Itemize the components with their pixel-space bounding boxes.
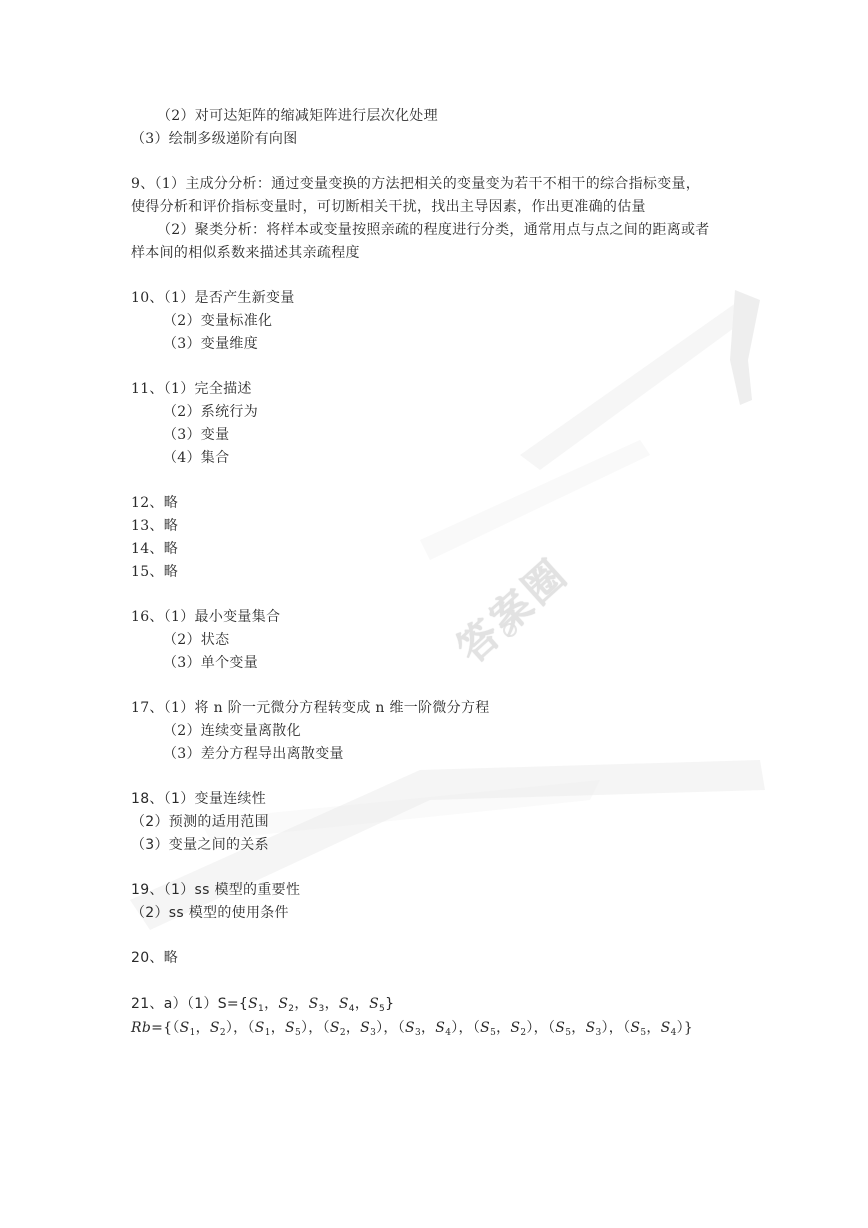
math-symbol: $S_1$	[248, 996, 265, 1014]
relation-pairs: （$S_1$，$S_2$），（$S_1$，$S_5$），（$S_2$，$S_3$），（$S_3$，$S_4$），（$S_5$，$S_2$），（$S_5$，$S_3$），（$S_5$，$S_4$）	[172, 1020, 684, 1038]
math-symbol: $S_2$	[209, 1020, 226, 1038]
text-line: （2）预测的适用范围	[131, 814, 269, 830]
text-line: （2）连续变量离散化	[163, 723, 301, 739]
text-line: 11、（1）完全描述	[131, 381, 252, 397]
text-line: 15、略	[131, 564, 179, 580]
math-symbol: $S_1$	[254, 1020, 271, 1038]
text-line: 20、略	[131, 950, 179, 966]
math-symbol: $S_5$	[369, 996, 386, 1014]
math-symbol: $S_2$	[278, 996, 295, 1014]
math-symbol: $S_5$	[630, 1020, 647, 1038]
relation-open: ={	[151, 1020, 173, 1036]
text-line: （2）变量标准化	[163, 313, 273, 329]
math-symbol: $S_5$	[555, 1020, 572, 1038]
math-symbol: $S_3$	[308, 996, 325, 1014]
math-symbol: $S_3$	[360, 1020, 377, 1038]
text-line: 13、略	[131, 518, 179, 534]
text-line: （4）集合	[163, 450, 230, 466]
text-line: （2）状态	[163, 632, 230, 648]
relation-close: }	[683, 1020, 694, 1036]
text-line: （2）对可达矩阵的缩减矩阵进行层次化处理	[157, 108, 438, 124]
set-elements: $S_1$，$S_2$，$S_3$，$S_4$，$S_5$	[248, 996, 386, 1014]
set-definition-line	[131, 994, 394, 1019]
text-line: 12、略	[131, 495, 179, 511]
text-line: 9、（1）主成分分析：通过变量变换的方法把相关的变量变为若干不相干的综合指标变量，	[131, 176, 701, 192]
math-symbol: Rb	[131, 1020, 152, 1036]
text-line: （2）系统行为	[163, 404, 259, 420]
watermark-stamp: 答案圈	[448, 549, 578, 673]
text-line: 18、（1）变量连续性	[131, 791, 267, 807]
text-line: 19、（1）ss 模型的重要性	[131, 882, 301, 898]
math-symbol: $S_5$	[285, 1020, 301, 1038]
text-line: 16、（1）最小变量集合	[131, 609, 281, 625]
text-line: （2）ss 模型的使用条件	[131, 905, 289, 921]
text-line: 样本间的相似系数来描述其亲疏程度	[131, 245, 360, 261]
math-symbol: $S_2$	[510, 1020, 527, 1038]
math-symbol: $S_4$	[660, 1020, 677, 1038]
math-symbol: $S_3$	[585, 1020, 602, 1038]
text-line: （3）差分方程导出离散变量	[163, 746, 344, 762]
text-line: （3）变量维度	[163, 336, 259, 352]
text-line: 10、（1）是否产生新变量	[131, 290, 295, 306]
text-line: 17、（1）将 n 阶一元微分方程转变成 n 维一阶微分方程	[131, 700, 490, 716]
text-line: （3）变量	[163, 427, 230, 443]
set-suffix: }	[385, 996, 395, 1012]
text-line: （3）变量之间的关系	[131, 837, 269, 853]
text-line: （3）绘制多级递阶有向图	[131, 131, 298, 147]
relation-line	[131, 1018, 693, 1043]
set-prefix: 21、a）（1）S={	[131, 996, 249, 1012]
math-symbol: $S_4$	[435, 1020, 452, 1038]
text-line: （2）聚类分析：将样本或变量按照亲疏的程度进行分类，通常用点与点之间的距离或者	[157, 222, 710, 238]
text-line: （3）单个变量	[163, 655, 259, 671]
math-symbol: $S_4$	[338, 996, 355, 1014]
math-symbol: $S_1$	[179, 1020, 196, 1038]
text-line: 14、略	[131, 541, 179, 557]
math-symbol: $S_5$	[480, 1020, 497, 1038]
math-symbol: $S_2$	[329, 1020, 346, 1038]
text-line: 使得分析和评价指标变量时，可切断相关干扰，找出主导因素，作出更准确的估量	[131, 199, 646, 215]
math-symbol: $S_3$	[405, 1020, 421, 1038]
